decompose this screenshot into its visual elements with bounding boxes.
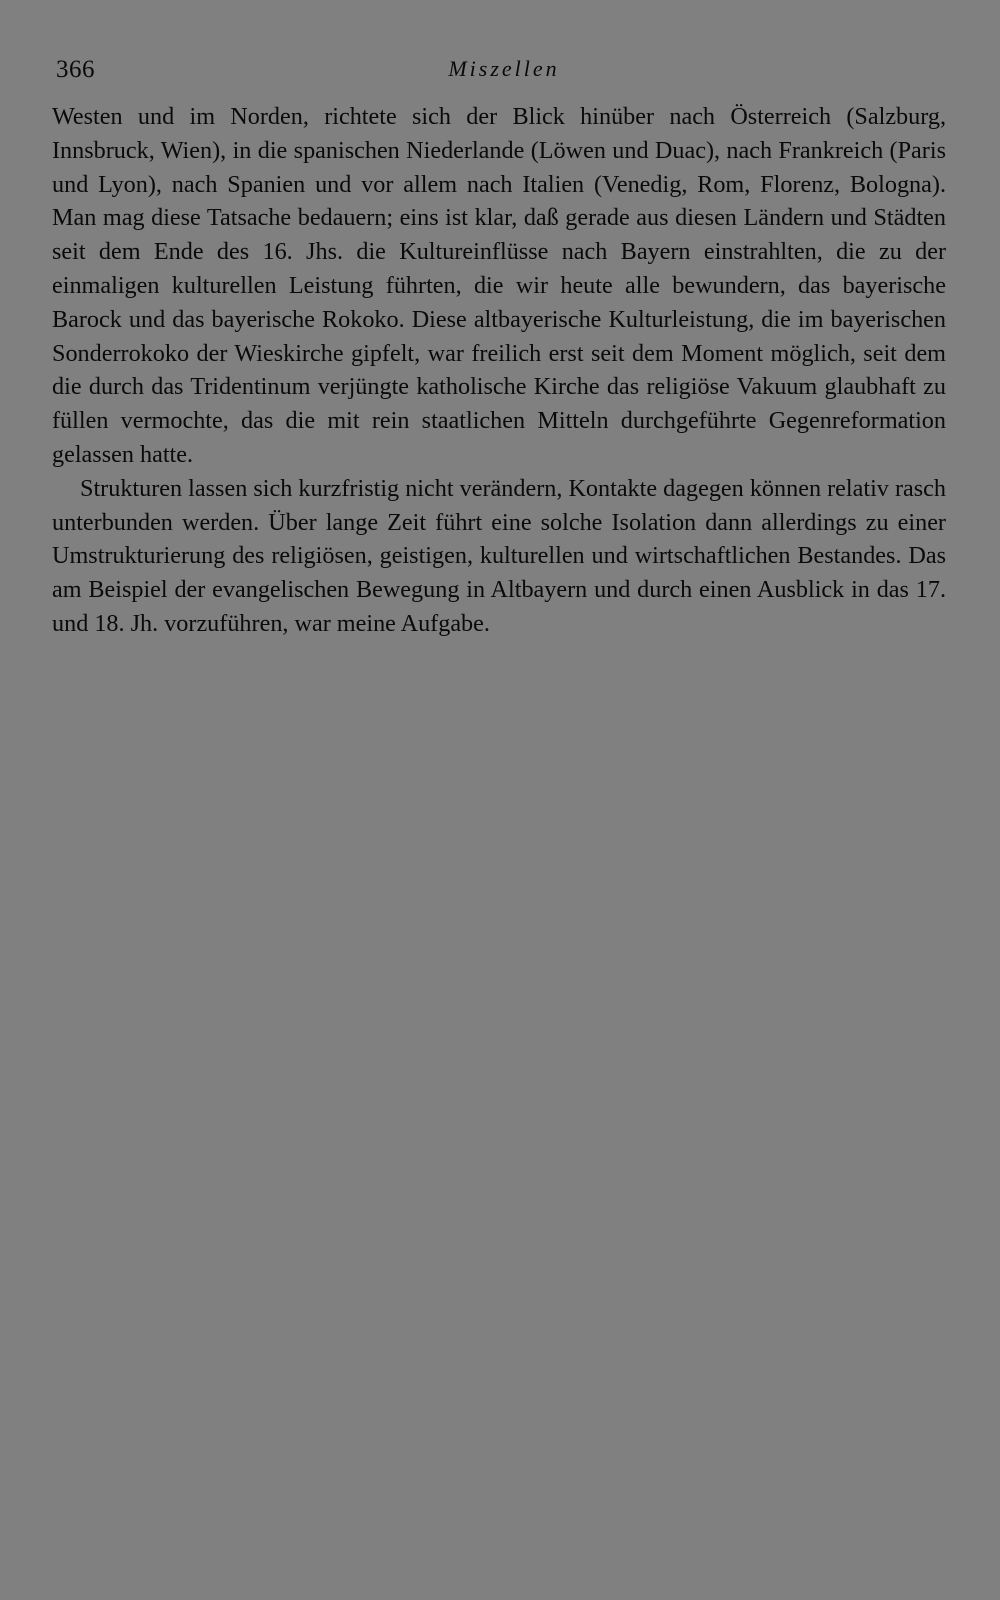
paragraph: Strukturen lassen sich kurzfristig nicht verändern, Kontakte dagegen können relativ rasch unterbunden werden. Über lange Zeit führt eine solche Isolation dann allerdings zu einer Umstrukturierung des religiösen, geistigen, kulturellen und wirtschaftlichen Bestandes. Das am Beispiel der evangelischen Bewegung in Altbayern und durch einen Ausblick in das 17. und 18. Jh. vorzuführen, war meine Aufgabe. bbox=[52, 474, 946, 637]
page-number: 366 bbox=[56, 56, 95, 83]
paragraph-continued: Westen und im Norden, richtete sich der Blick hinüber nach Österreich (Salzburg, Innsbruck, Wien), in die spanischen Niederlande (Löwen und Duac), nach Frankreich (Paris und Lyon), nach Spanien und vor allem nach Italien (Venedig, Rom, Florenz, Bologna). Man mag diese Tatsache bedauern; eins ist klar, daß gerade aus diesen Ländern und Städten seit dem Ende des 16. Jhs. die Kultureinflüsse nach Bayern einstrahlten, die zu der einmaligen kulturellen Leistung führten, die wir heute alle bewundern, das bayerische Barock und das bayerische Rokoko. Diese altbayerische Kulturleistung, die im bayerischen Sonderrokoko der Wieskirche gipfelt, war freilich erst seit dem Moment möglich, seit dem die durch das Tridentinum verjüngte katholische Kirche das religiöse Vakuum glaubhaft zu füllen vermochte, das die mit rein staatlichen Mitteln durchgeführte Gegenreformation gelassen hatte. bbox=[52, 103, 946, 468]
body-text bbox=[52, 100, 946, 641]
document-page bbox=[52, 52, 946, 641]
running-header bbox=[52, 52, 946, 92]
running-title: Miszellen bbox=[448, 56, 560, 81]
